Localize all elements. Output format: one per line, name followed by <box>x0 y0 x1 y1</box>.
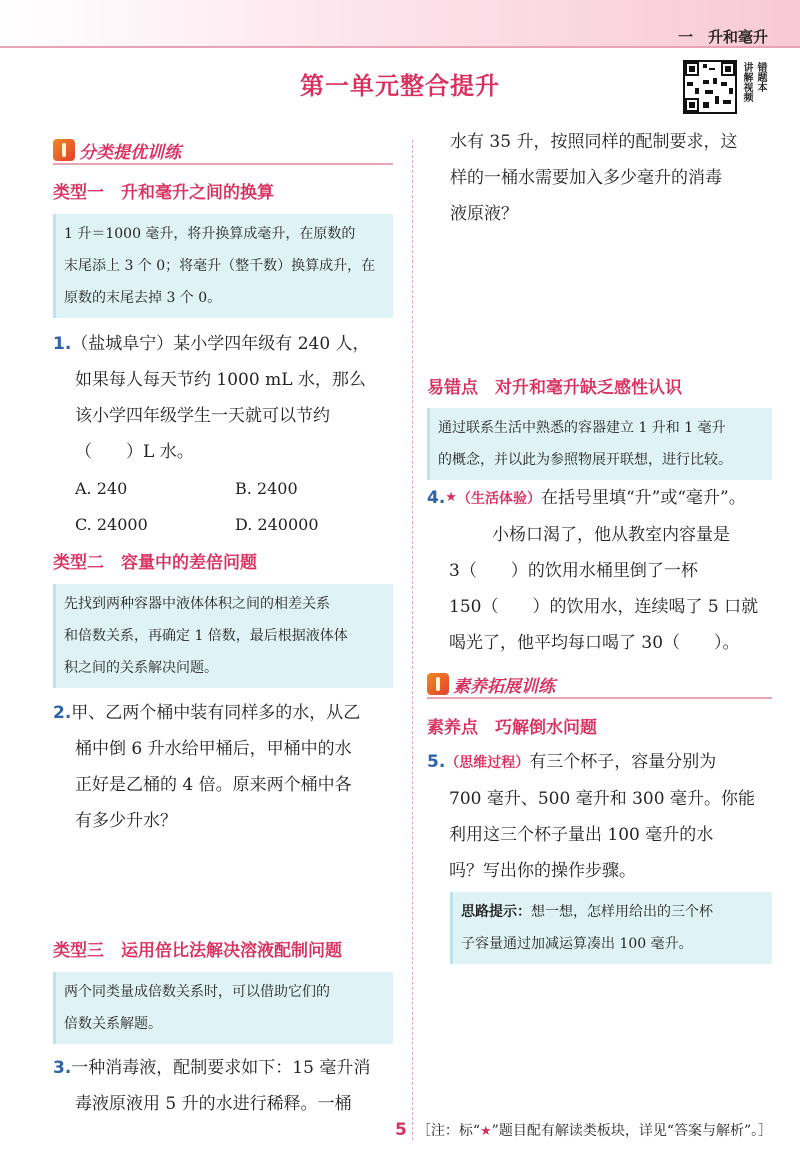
question-3-continued <box>450 124 780 232</box>
star-icon: ★ <box>480 1124 492 1139</box>
question-line: 有多少升水？ <box>75 811 177 831</box>
info-line: 子容量通过加减运算凑出 100 毫升。 <box>461 936 693 952</box>
page-number: 5 <box>395 1120 407 1140</box>
question-5 <box>427 744 782 889</box>
question-3 <box>53 1050 398 1122</box>
info-line <box>461 896 760 928</box>
skill-point-heading: 素养点 巧解倒水问题 <box>427 718 597 738</box>
section-banner-label: 素养拓展训练 <box>453 676 555 697</box>
type3-info-box <box>53 972 393 1044</box>
info-line: 的概念，并以此为参照物展开联想，进行比较。 <box>438 452 732 468</box>
question-number: 5. <box>427 752 446 772</box>
qr-caption-error-book: 错题本 <box>755 62 766 92</box>
info-line: 1 升＝1000 毫升，将升换算成毫升，在原数的 <box>64 226 356 242</box>
q1-options <box>75 470 395 542</box>
option-c[interactable]: C. 24000 <box>75 514 148 534</box>
question-number: 1. <box>53 334 72 354</box>
qr-caption <box>740 62 766 102</box>
hint-label: 思路提示： <box>461 904 531 920</box>
question-line: 喝光了，他平均每口喝了 30（ ）。 <box>449 633 740 653</box>
chapter-label: 一 升和毫升 <box>677 28 768 46</box>
question-1 <box>53 326 398 470</box>
question-number: 4. <box>427 488 446 508</box>
info-line: 和倍数关系，再确定 1 倍数，最后根据液体体 <box>64 628 348 644</box>
footnote-text: ［注：标“ <box>416 1123 481 1139</box>
info-line: 通过联系生活中熟悉的容器建立 1 升和 1 毫升 <box>438 420 726 436</box>
type1-heading: 类型一 升和毫升之间的换算 <box>53 183 274 203</box>
question-line: 如果每人每天节约 1000 mL 水，那么 <box>75 370 366 390</box>
info-line: 两个同类量成倍数关系时，可以借助它们的 <box>64 984 330 1000</box>
question-line: 700 毫升、500 毫升和 300 毫升。你能 <box>449 789 755 809</box>
section-banner-expansion <box>427 671 772 699</box>
info-line: 先找到两种容器中液体体积之间的相差关系 <box>64 596 330 612</box>
qr-code[interactable] <box>683 60 737 114</box>
info-line: 倍数关系解题。 <box>64 1016 162 1032</box>
type3-heading: 类型三 运用倍比法解决溶液配制问题 <box>53 941 342 961</box>
type2-heading: 类型二 容量中的差倍问题 <box>53 553 257 573</box>
option-d[interactable]: D. 240000 <box>235 514 319 534</box>
option-a[interactable]: A. 240 <box>75 478 128 498</box>
question-line <box>53 1050 398 1086</box>
question-line <box>53 695 398 731</box>
footnote <box>417 1120 772 1140</box>
question-4 <box>427 480 782 661</box>
question-line <box>427 744 782 781</box>
question-line: 该小学四年级学生一天就可以节约 <box>75 406 330 426</box>
type1-info-box <box>53 214 393 318</box>
error-point-heading: 易错点 对升和毫升缺乏感性认识 <box>427 378 682 398</box>
question-text: 在括号里填“升”或“毫升”。 <box>540 488 746 508</box>
flame-icon <box>53 139 75 161</box>
question-line: 毒液原液用 5 升的水进行稀释。一桶 <box>75 1094 352 1114</box>
question-tag: （生活体验） <box>456 491 541 507</box>
section-banner-classified <box>53 137 393 165</box>
question-text: 有三个杯子，容量分别为 <box>529 752 717 772</box>
question-number: 2. <box>53 703 72 723</box>
star-icon: ★ <box>445 490 457 505</box>
info-line: 积之间的关系解决问题。 <box>64 660 218 676</box>
error-info-box <box>427 408 772 480</box>
question-2 <box>53 695 398 839</box>
question-tag: （思维过程） <box>445 755 530 771</box>
question-line <box>53 326 398 362</box>
info-line: 原数的末尾去掉 3 个 0。 <box>64 290 222 306</box>
page-title: 第一单元整合提升 <box>300 72 500 100</box>
question-line: 样的一桶水需要加入多少毫升的消毒 <box>450 168 722 188</box>
question-line <box>427 480 782 517</box>
question-line: 吗？写出你的操作步骤。 <box>449 861 636 881</box>
question-line: 小杨口渴了，他从教室内容量是 <box>492 525 730 545</box>
question-number: 3. <box>53 1058 72 1078</box>
question-line: 桶中倒 6 升水给甲桶后，甲桶中的水 <box>75 739 352 759</box>
info-line: 末尾添上 3 个 0；将毫升（整千数）换算成升，在 <box>64 258 376 274</box>
qr-code-icon <box>685 62 735 112</box>
question-text: 某小学四年级有 240 人， <box>173 334 370 354</box>
column-divider <box>412 140 413 1140</box>
question-tag: （盐城阜宁） <box>71 334 174 354</box>
hint-text: 想一想，怎样用给出的三个杯 <box>531 904 713 920</box>
question-line: 液原液？ <box>450 204 518 224</box>
page-footer <box>395 1120 772 1140</box>
footnote-text: ”题目配有解读类板块，详见“答案与解析”。］ <box>491 1123 773 1139</box>
question-text: 一种消毒液，配制要求如下：15 毫升消 <box>71 1058 371 1078</box>
question-line: 正好是乙桶的 4 倍。原来两个桶中各 <box>75 775 352 795</box>
question-line: 150（ ）的饮用水，连续喝了 5 口就 <box>449 597 759 617</box>
question-line: 水有 35 升，按照同样的配制要求，这 <box>450 132 738 152</box>
type2-info-box <box>53 584 393 688</box>
qr-caption-video: 讲解视频 <box>741 62 752 102</box>
question-line: 利用这三个杯子量出 100 毫升的水 <box>449 825 714 845</box>
question-blank-line: （ ）L 水。 <box>75 442 194 462</box>
question-text: 甲、乙两个桶中装有同样多的水，从乙 <box>71 703 361 723</box>
option-b[interactable]: B. 2400 <box>235 478 298 498</box>
question-line: 3（ ）的饮用水桶里倒了一杯 <box>449 561 698 581</box>
hint-box <box>450 892 772 964</box>
flame-icon <box>427 673 449 695</box>
section-banner-label: 分类提优训练 <box>79 142 181 163</box>
